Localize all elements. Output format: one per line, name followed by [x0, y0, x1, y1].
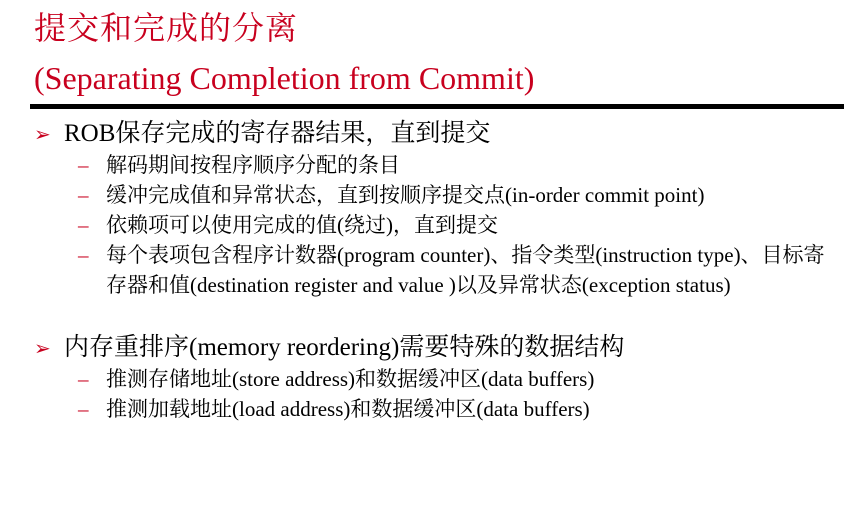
sub-bullet-text: 每个表项包含程序计数器(program counter)、指令类型(instruction type)、目标寄存器和值(destination register and value )以及异常状态(exception status) [106, 243, 825, 297]
bullet-rob [34, 118, 834, 150]
right-arrow-icon: ➢ [34, 336, 51, 360]
sub-bullet-text: 推测存储地址(store address)和数据缓冲区(data buffers) [106, 367, 595, 391]
slide-body [34, 118, 834, 424]
sub-bullet-allocate [78, 150, 834, 180]
sub-bullet-bypass [78, 210, 834, 240]
slide-title [34, 8, 534, 98]
sub-bullet-buffer [78, 180, 834, 210]
bullet-memory-text: 内存重排序(memory reordering)需要特殊的数据结构 [64, 334, 625, 361]
bullet-rob-text: ROB保存完成的寄存器结果，直到提交 [64, 120, 491, 147]
sub-bullet-text: 缓冲完成值和异常状态，直到按顺序提交点(in-order commit point) [106, 183, 705, 207]
dash-icon: – [78, 183, 89, 207]
sub-bullet-text: 推测加载地址(load address)和数据缓冲区(data buffers) [106, 397, 590, 421]
sub-bullet-text: 解码期间按程序顺序分配的条目 [106, 153, 400, 177]
bullet-memory-reordering [34, 332, 834, 364]
right-arrow-icon: ➢ [34, 122, 51, 146]
dash-icon: – [78, 367, 89, 391]
dash-icon: – [78, 153, 89, 177]
title-chinese: 提交和完成的分离 [34, 10, 299, 46]
sub-bullet-load [78, 394, 834, 424]
dash-icon: – [78, 213, 89, 237]
dash-icon: – [78, 397, 89, 421]
sub-bullet-store [78, 364, 834, 394]
dash-icon: – [78, 243, 89, 267]
title-divider [30, 104, 844, 109]
sub-bullet-text: 依赖项可以使用完成的值(绕过)，直到提交 [106, 213, 498, 237]
section-spacer [34, 300, 834, 332]
sub-bullet-entry-contents [78, 240, 834, 300]
title-english: (Separating Completion from Commit) [34, 60, 535, 96]
